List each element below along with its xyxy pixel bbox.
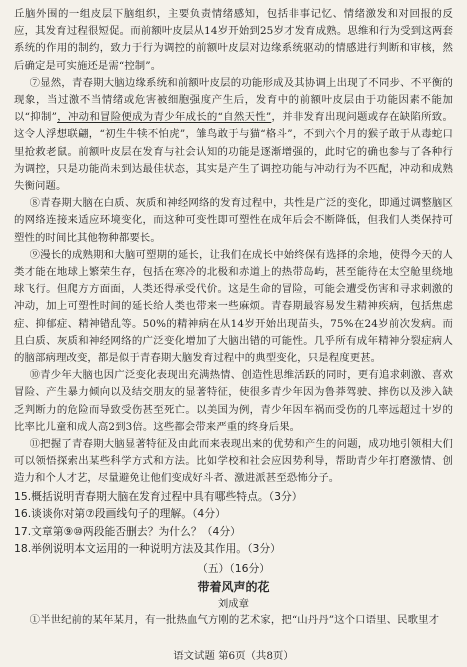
paragraph-text-segment: ，并非发育出现问题或存在缺陷所致。这令人浮想联翩，“初生牛犊不怕虎”，雏鸟敢于与猫“格斗”，不到六个月的猴子敢于从毒蛇口里抢救老鼠。前额叶皮层在发育与社会认知的功能是逐渐增强的，此时它的确也参与了各种行为调控，只是功能尚未到达最佳状态，其实是产生了调控功能与冲动行为不匹配，冲动和成熟失衡问题。 bbox=[14, 111, 453, 193]
story-title: 带着风声的花 bbox=[197, 580, 270, 595]
question-16: 16.谈谈你对第⑦段画线句子的理解。（4分） bbox=[14, 507, 226, 521]
question-15: 15.概括说明青春期大脑在发育过程中具有哪些特点。（3分） bbox=[14, 489, 303, 503]
paragraph-p9: ⑨漫长的成熟期和大脑可塑期的延长，让我们在成长中始终保有选择的余地，使得今天的人类才能在地球上繁荣生存，包括在寒冷的北极和赤道上的热带岛屿，甚至能待在太空舱里绕地球飞行。但爬方方面面，人类还得承受代价。这是生命的冒险，可能会遭受伤害和寻求刺激的冲动，加上可塑性时间的延长给人类也带来一些麻烦。青春期最容易发生精神疾病，包括焦虑症、抑郁症、精神错乱等。50%的精神病在从14岁开始出现苗头，75%在24岁前次发病。而且白质、灰质和神经网络的广泛变化增加了大脑出错的可能性。几乎所有成年精神分裂症病人的脑部病理改变，都是似于青春期大脑发育过程中的典型变化，只是程度更甚。 bbox=[14, 248, 453, 365]
paragraph-p8: ⑧青春期大脑在白质、灰质和神经网络的发育过程中，共性是广泛的变化，即通过调整脑区的网络连接来适应环境变化，而这种可变性即可塑性在成年后会不断降低，但我们人类保持可塑性的时间比其他物种都要长。 bbox=[14, 197, 453, 244]
paragraph-p11: ⑪把握了青春期大脑显著特征及由此而来表现出来的优势和产生的问题，成功地引领相大们可以领悟探索出某些科学方式和方法。比如学校和社会应因势利导，帮助青少年打磨激情、创造力和个人才艺，尽量避免让他们变成好斗者、激进派甚至恐怖分子。 bbox=[14, 438, 453, 485]
section-label: （五）（16分） bbox=[196, 562, 271, 576]
paragraph-text-segment: ⑦显然，青春期大脑边缘系统和前额叶皮层的功能形成及其协调上出现了不同步、不平衡的现象，当过激不当情绪或危害被细胞强度产生后，发育中的前额叶皮层由于功能因素不能加以“抑制” bbox=[14, 76, 453, 124]
paragraph-p7 bbox=[14, 75, 453, 195]
underlined-sentence: ，冲动和冒险便成为青少年成长的“自然天性” bbox=[57, 111, 272, 124]
question-18: 18.举例说明本文运用的一种说明方法及其作用。（3分） bbox=[14, 542, 281, 556]
question-17: 17.文章第⑨⑩两段能否删去？为什么？（4分） bbox=[14, 524, 241, 538]
story-first-line: ①半世纪前的某年某月，有一批热血气方刚的艺术家，把“山丹丹”这个口语里、民歌里才 bbox=[29, 614, 440, 627]
page-footer: 语文试题 第6页（共8页） bbox=[173, 650, 294, 662]
paragraph-p0: 丘脑外围的一组皮层下脑组织，主要负责情绪感知，包括非事记忆、情绪激发和对回报的反应，其发育过程很短促。而前额叶皮层从14岁开始到25岁才发育成熟。思维和行为受到这两套系统的作用的制约，致力于行为调控的前额叶皮层对边缘系统驱动的情感进行判断和审核，然后确定是可实施还是需“控制”。 bbox=[14, 8, 453, 72]
story-author: 刘成章 bbox=[217, 598, 250, 611]
article-body bbox=[14, 6, 453, 488]
paragraph-p10: ⑩青少年大脑也因广泛变化表现出充满热情、创造性思维活跃的同时，更有追求刺激、喜欢冒险、产生暴力倾向以及结交朋友的显著特征，使很多青少年因为鲁莽驾驶、摔伤以及涉入缺乏判断力的危险而导致受伤甚至死亡。以美国为例，青少年因车祸而受伤的几率远超过十岁的比率比儿童和成人高2到3倍。这些都会带来严重的终身后果。 bbox=[14, 369, 453, 433]
questions-block bbox=[14, 488, 453, 558]
